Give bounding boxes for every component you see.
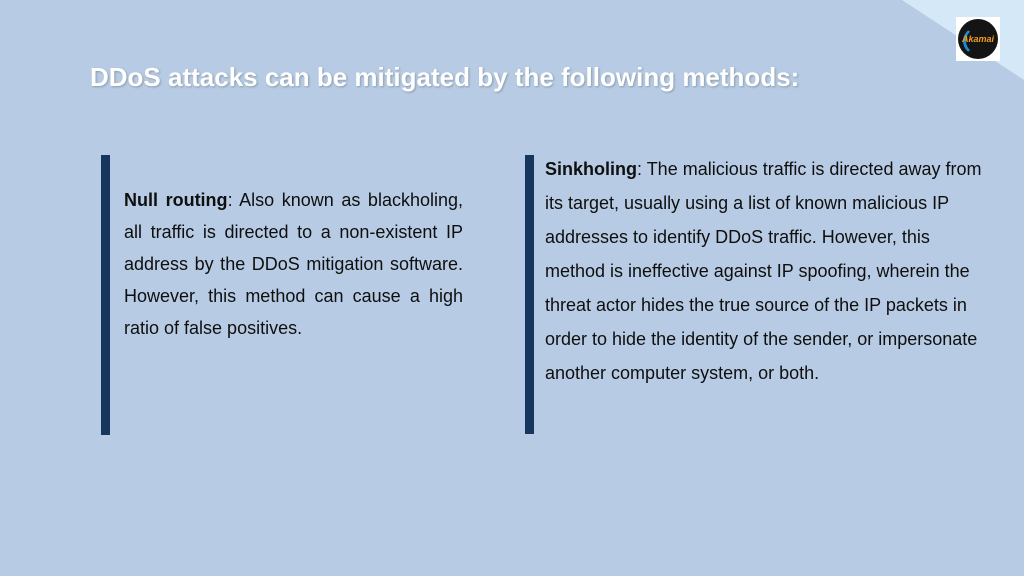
right-accent-bar <box>525 155 534 434</box>
corner-decoration <box>874 0 1024 80</box>
null-routing-description: Also known as blackholing, all traffic is directed to a non-existent IP address by the DDoS mitigation software. However, this method can cause a high ratio of false positives. <box>124 190 463 338</box>
akamai-logo <box>956 17 1000 61</box>
left-accent-bar <box>101 155 110 435</box>
sinkholing-paragraph <box>545 152 985 390</box>
null-routing-separator: : <box>227 190 233 210</box>
logo-text: Akamai <box>961 34 995 44</box>
null-routing-term: Null routing <box>124 190 228 210</box>
sinkholing-description: The malicious traffic is directed away from its target, usually using a list of known malicious IP addresses to identify DDoS traffic. However, this method is ineffective against IP spoofing, wherein the threat actor hides the true source of the IP packets in order to hide the identity of the sender, or impersonate another computer system, or both. <box>545 159 982 383</box>
sinkholing-separator: : <box>637 159 643 179</box>
sinkholing-term: Sinkholing <box>545 159 637 179</box>
slide-title: DDoS attacks can be mitigated by the following methods: <box>90 62 800 92</box>
null-routing-paragraph <box>124 184 463 344</box>
akamai-logo-icon <box>958 19 998 59</box>
